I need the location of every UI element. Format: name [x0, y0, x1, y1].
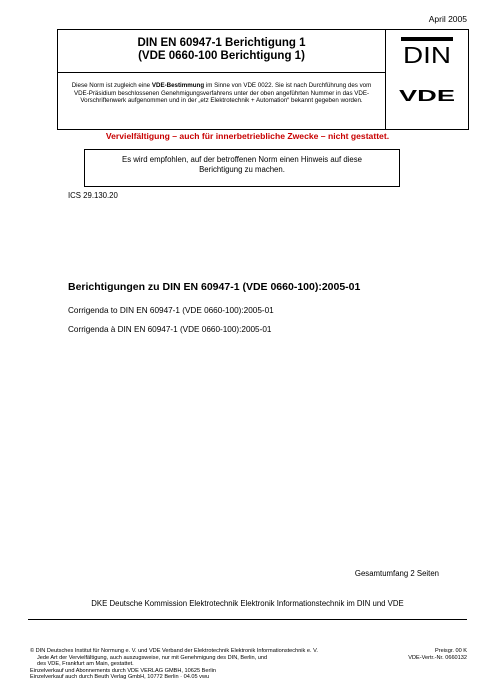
heading-english: Corrigenda to DIN EN 60947-1 (VDE 0660-100):2005-01 [68, 306, 274, 315]
vde-notice-pre: Diese Norm ist zugleich eine [71, 82, 152, 89]
price-group: Preisgr. 00 K [434, 648, 467, 654]
footer-line: Jede Art der Vervielfältigung, auch auszugsweise, nur mit Genehmigung des DIN, Berlin, und [37, 654, 268, 661]
vde-logo-text: VDE [399, 88, 456, 103]
vde-notice-bold: VDE-Bestimmung [151, 82, 205, 89]
din-logo [398, 36, 456, 66]
footer-order-info [408, 648, 467, 661]
footer-line: Einzelverkauf auch durch Beuth Verlag GmbH, 10772 Berlin · 04.05 vwu [30, 674, 210, 681]
document-title-line2: (VDE 0660-100 Berichtigung 1) [138, 50, 305, 62]
order-number: VDE-Vertr.-Nr. 0660132 [408, 654, 467, 661]
title-cell [58, 30, 386, 73]
footer-line: des VDE, Frankfurt am Main, gestattet. [37, 661, 134, 668]
footer-copyright [30, 648, 318, 681]
footer-line: © DIN Deutsches Institut für Normung e. V. und VDE Verband der Elektrotechnik Elektronik Informationstechnik e. V. [30, 648, 318, 654]
vde-notice [68, 82, 375, 105]
vde-logo [397, 87, 457, 103]
dke-line: DKE Deutsche Kommission Elektrotechnik Elektronik Informationstechnik im DIN und VDE [91, 599, 404, 608]
recommendation-line1: Es wird empfohlen, auf der betroffenen Norm einen Hinweis auf diese [122, 155, 362, 164]
heading-french: Corrigenda à DIN EN 60947-1 (VDE 0660-100):2005-01 [68, 325, 272, 334]
notice-cell [58, 73, 386, 129]
footer-divider [28, 619, 467, 620]
document-title-line1: DIN EN 60947-1 Berichtigung 1 [137, 37, 306, 49]
din-logo-text: DIN [403, 42, 451, 66]
ics-code: ICS 29.130.20 [68, 191, 118, 200]
header-frame [57, 29, 469, 130]
heading-german: Berichtigungen zu DIN EN 60947-1 (VDE 0660-100):2005-01 [68, 281, 361, 293]
recommendation-box [84, 149, 400, 187]
reproduction-notice: Vervielfältigung – auch für innerbetriebliche Zwecke – nicht gestattet. [105, 131, 390, 141]
total-pages: Gesamtumfang 2 Seiten [354, 569, 439, 578]
vde-notice-post: im Sinne von VDE 0022. Sie ist nach Durchführung des vom VDE-Präsidium beschlossenen Genehmigungsverfahrens unter der oben angeführten Nummer in das VDE-Vorschriftenwerk aufgenommen und in der „etz Elektrotechnik + Automation“ bekannt gegeben worden. [73, 82, 372, 104]
footer-line: Einzelverkauf und Abonnements durch VDE VERLAG GMBH, 10625 Berlin [30, 667, 216, 674]
recommendation-line2: Berichtigung zu machen. [199, 165, 285, 174]
issue-date: April 2005 [428, 14, 467, 24]
